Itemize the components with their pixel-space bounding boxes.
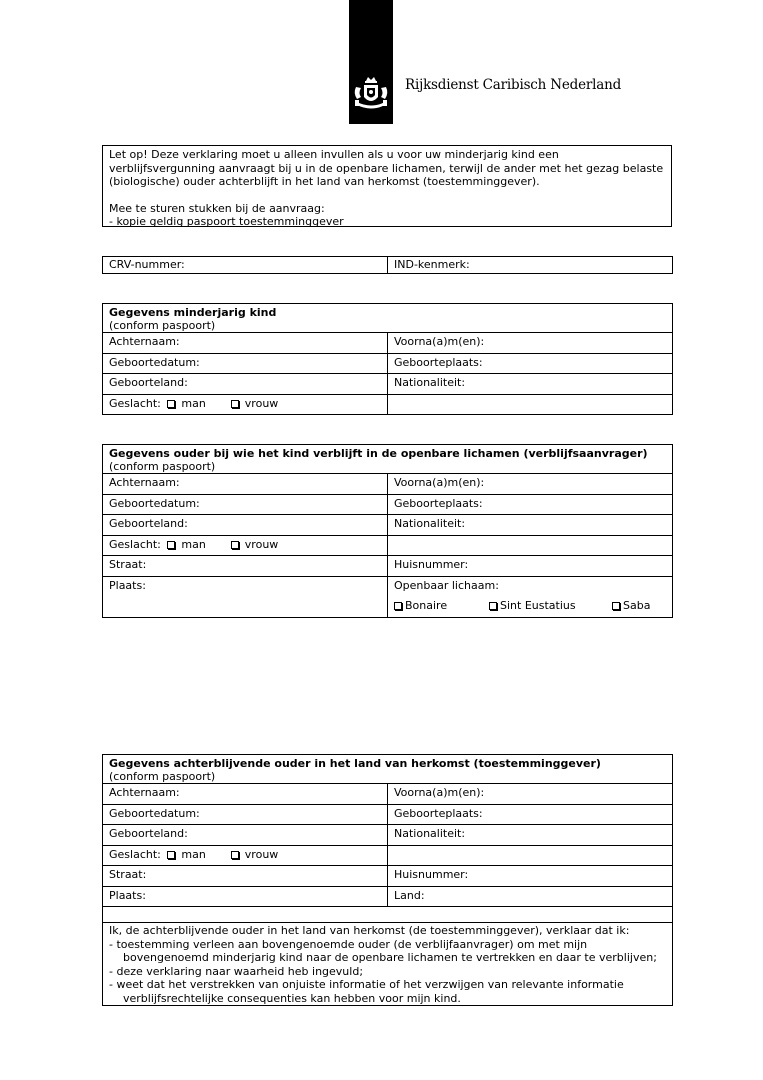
consent-nationality-field[interactable]: [388, 825, 673, 846]
organization-name: Rijksdienst Caribisch Nederland: [405, 77, 622, 93]
royal-crest-logo: [351, 75, 391, 115]
checkbox-label: man: [181, 396, 206, 410]
consent-birthdate-field[interactable]: [103, 804, 388, 825]
notice-line: (biologische) ouder achterblijft in het land van herkomst (toestemminggever).: [109, 175, 540, 188]
declaration-item-continued: bovengenoemd minderjarig kind naar de openbare lichamen te vertrekken en daar te verblijven;: [123, 951, 657, 964]
checkbox-label: Saba: [623, 598, 651, 612]
field-label: Plaats:: [109, 888, 146, 902]
parent-city-field[interactable]: [103, 576, 388, 617]
field-label: Voorna(a)m(en):: [394, 476, 485, 489]
declaration-block: [103, 923, 673, 1006]
declaration-item: - weet dat het verstrekken van onjuiste informatie of het verzwijgen van relevante informatie: [109, 978, 624, 991]
checkbox-vrouw[interactable]: [231, 541, 239, 549]
field-label: Plaats:: [109, 578, 146, 592]
child-birthdate-field[interactable]: [103, 353, 388, 374]
child-surname-field[interactable]: [103, 333, 388, 354]
field-label: Geboorteland:: [109, 376, 188, 389]
field-label: Geboorteland:: [109, 827, 188, 840]
empty-cell: [388, 535, 673, 556]
ind-reference-field[interactable]: [388, 257, 673, 274]
field-label: Straat:: [109, 558, 147, 571]
section-title: Gegevens ouder bij wie het kind verblijft in de openbare lichamen (verblijfsaanvrager): [109, 447, 648, 460]
field-label: Voorna(a)m(en):: [394, 335, 485, 348]
checkbox-label: vrouw: [244, 396, 279, 410]
consent-birthcountry-field[interactable]: [103, 825, 388, 846]
checkbox-label: Bonaire: [405, 598, 448, 612]
field-label: Openbaar lichaam:: [394, 578, 499, 592]
checkbox-man[interactable]: [167, 541, 175, 549]
declaration-intro: Ik, de achterblijvende ouder in het land van herkomst (de toestemminggever), verklaar dat ik:: [109, 924, 630, 937]
empty-cell: [388, 845, 673, 866]
declaration-item: - deze verklaring naar waarheid heb ingevuld;: [109, 964, 364, 978]
checkbox-label: man: [181, 847, 206, 861]
child-birthcountry-field[interactable]: [103, 374, 388, 395]
notice-line: Let op! Deze verklaring moet u alleen invullen als u voor uw minderjarig kind een: [109, 148, 559, 161]
consent-section-header: [103, 755, 673, 784]
empty-cell: [388, 394, 673, 415]
attachments-item: - kopie geldig paspoort toestemminggever: [109, 215, 344, 228]
checkbox-sint-eustatius[interactable]: [489, 602, 497, 610]
consent-birthplace-field[interactable]: [388, 804, 673, 825]
checkbox-vrouw[interactable]: [231, 400, 239, 408]
reference-table: [102, 256, 673, 274]
field-label: Land:: [394, 888, 425, 902]
notice-box: [102, 145, 672, 227]
parent-nationality-field[interactable]: [388, 515, 673, 536]
checkbox-label: vrouw: [244, 537, 279, 551]
parent-section-header: [103, 445, 673, 474]
checkbox-man[interactable]: [167, 400, 175, 408]
checkbox-label: man: [181, 537, 206, 551]
child-nationality-field[interactable]: [388, 374, 673, 395]
field-label: Achternaam:: [109, 786, 180, 799]
consent-surname-field[interactable]: [103, 784, 388, 805]
parent-birthplace-field[interactable]: [388, 494, 673, 515]
field-label: Huisnummer:: [394, 868, 469, 881]
parent-firstnames-field[interactable]: [388, 474, 673, 495]
section-subtitle: (conform paspoort): [109, 460, 216, 473]
field-label: Achternaam:: [109, 335, 180, 348]
field-label: Geboorteplaats:: [394, 355, 483, 369]
spacer-row: [103, 907, 673, 923]
consent-street-field[interactable]: [103, 866, 388, 887]
consent-firstnames-field[interactable]: [388, 784, 673, 805]
parent-section: [102, 444, 673, 618]
section-title: Gegevens minderjarig kind: [109, 306, 277, 319]
field-label: Nationaliteit:: [394, 517, 466, 530]
field-label: Geslacht:: [109, 537, 161, 551]
parent-surname-field[interactable]: [103, 474, 388, 495]
parent-gender-field: [103, 535, 388, 556]
child-firstnames-field[interactable]: [388, 333, 673, 354]
crv-number-field[interactable]: [103, 257, 388, 274]
field-label: Voorna(a)m(en):: [394, 786, 485, 799]
consent-city-field[interactable]: [103, 886, 388, 907]
field-label: Geboortedatum:: [109, 806, 200, 820]
child-birthplace-field[interactable]: [388, 353, 673, 374]
checkbox-saba[interactable]: [612, 602, 620, 610]
field-label: Achternaam:: [109, 476, 180, 489]
consent-country-field[interactable]: [388, 886, 673, 907]
section-title: Gegevens achterblijvende ouder in het land van herkomst (toestemminggever): [109, 757, 601, 770]
ind-reference-label: IND-kenmerk:: [394, 258, 470, 271]
field-label: Nationaliteit:: [394, 376, 466, 389]
section-subtitle: (conform paspoort): [109, 319, 216, 332]
checkbox-vrouw[interactable]: [231, 851, 239, 859]
declaration-item-continued: verblijfsrechtelijke consequenties kan hebben voor mijn kind.: [123, 991, 461, 1005]
field-label: Geboortedatum:: [109, 355, 200, 369]
crv-number-label: CRV-nummer:: [109, 258, 185, 271]
notice-line: verblijfsvergunning aanvraagt bij u in de openbare lichamen, terwijl de ander met het gezag belaste: [109, 161, 664, 175]
child-section: [102, 303, 673, 415]
declaration-item: - toestemming verleen aan bovengenoemde ouder (de verblijfaanvrager) om met mijn: [109, 937, 588, 951]
checkbox-bonaire[interactable]: [394, 602, 402, 610]
parent-street-field[interactable]: [103, 556, 388, 577]
consent-section: [102, 754, 673, 1006]
checkbox-label: Sint Eustatius: [500, 598, 576, 612]
parent-birthcountry-field[interactable]: [103, 515, 388, 536]
child-gender-field: [103, 394, 388, 415]
field-label: Geboorteland:: [109, 517, 188, 530]
checkbox-man[interactable]: [167, 851, 175, 859]
field-label: Geboortedatum:: [109, 496, 200, 510]
parent-birthdate-field[interactable]: [103, 494, 388, 515]
public-body-field: [388, 576, 673, 617]
checkbox-label: vrouw: [244, 847, 279, 861]
field-label: Nationaliteit:: [394, 827, 466, 840]
field-label: Geslacht:: [109, 396, 161, 410]
section-subtitle: (conform paspoort): [109, 770, 216, 783]
field-label: Straat:: [109, 868, 147, 881]
parent-housenumber-field[interactable]: [388, 556, 673, 577]
field-label: Geboorteplaats:: [394, 496, 483, 510]
consent-housenumber-field[interactable]: [388, 866, 673, 887]
field-label: Geboorteplaats:: [394, 806, 483, 820]
consent-gender-field: [103, 845, 388, 866]
attachments-heading: Mee te sturen stukken bij de aanvraag:: [109, 201, 325, 215]
field-label: Geslacht:: [109, 847, 161, 861]
field-label: Huisnummer:: [394, 558, 469, 571]
child-section-header: [103, 304, 673, 333]
